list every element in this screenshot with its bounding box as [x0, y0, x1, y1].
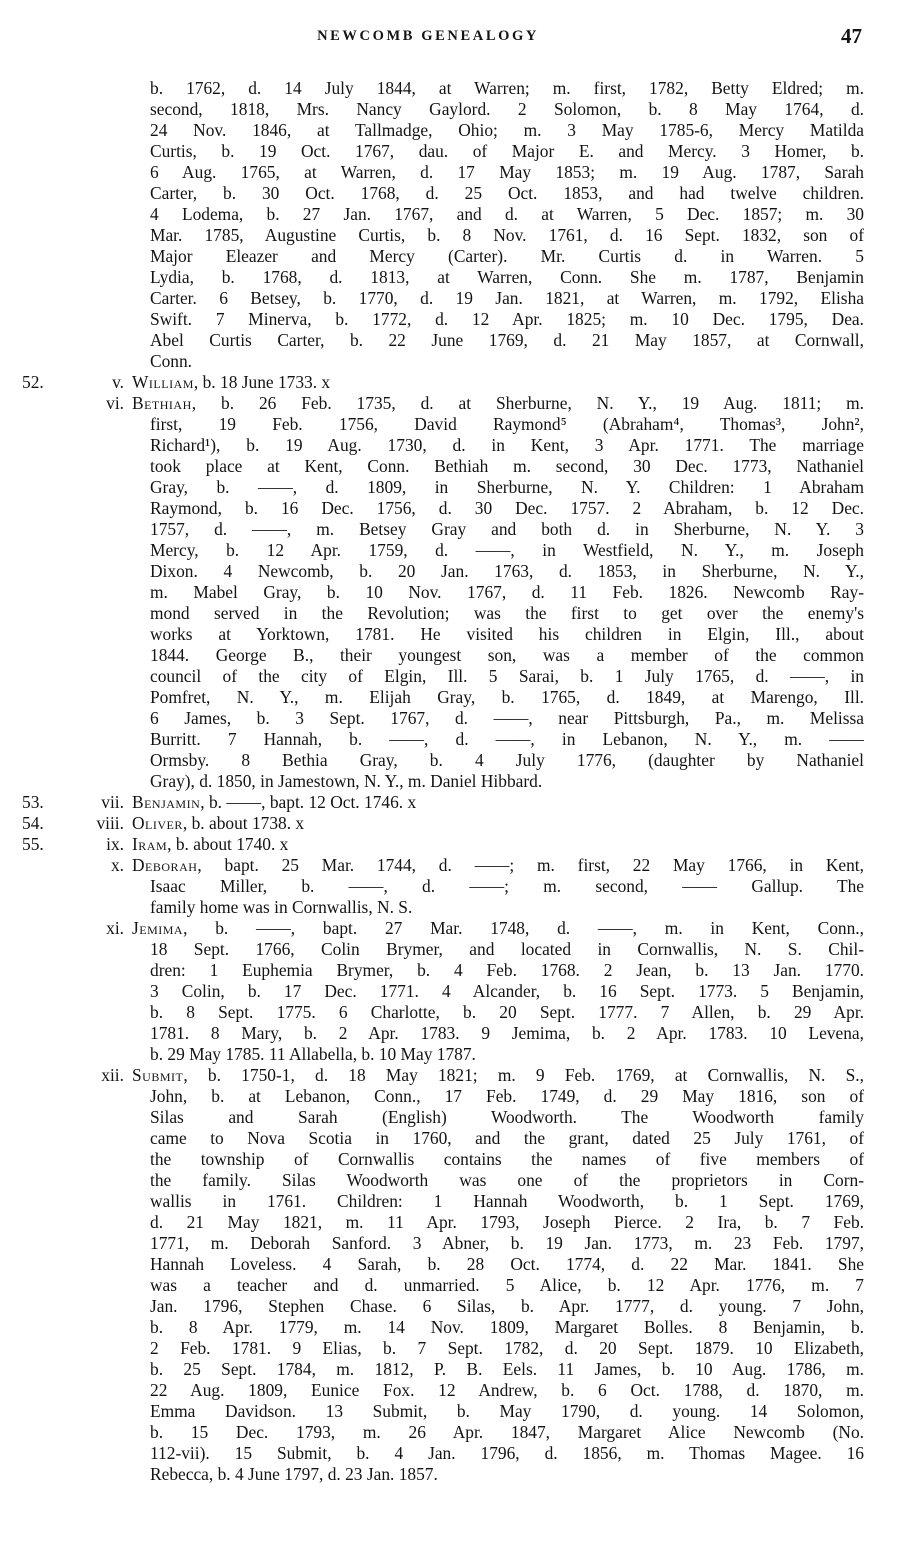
line-body: b. 8 Sept. 1775. 6 Charlotte, b. 20 Sept. 1777. 7 Allen, b. 29 Apr.: [150, 1002, 864, 1022]
text-line: [0, 1401, 916, 1422]
line-text: [150, 939, 864, 960]
line-text: [132, 393, 864, 414]
line-body: 3 Colin, b. 17 Dec. 1771. 4 Alcander, b. 16 Sept. 1773. 5 Benjamin,: [150, 981, 864, 1001]
person-name: Jemima: [132, 918, 184, 938]
line-text: [150, 645, 864, 666]
line-text: [150, 1023, 864, 1044]
text-line: [0, 1254, 916, 1275]
line-text: [150, 498, 864, 519]
line-body: Mar. 1785, Augustine Curtis, b. 8 Nov. 1761, d. 16 Sept. 1832, son of: [150, 225, 864, 245]
line-body: Burritt. 7 Hannah, b. ——, d. ——, in Lebanon, N. Y., m. ——: [150, 729, 864, 749]
text-line: [0, 1275, 916, 1296]
line-text: [150, 1233, 864, 1254]
line-body: Conn.: [150, 351, 193, 371]
line-body: Hannah Loveless. 4 Sarah, b. 28 Oct. 1774, d. 22 Mar. 1841. She: [150, 1254, 864, 1274]
line-body: Carter, b. 30 Oct. 1768, d. 25 Oct. 1853, and had twelve children.: [150, 183, 864, 203]
entry-number: 54.: [22, 813, 44, 833]
line-body: 4 Lodema, b. 27 Jan. 1767, and d. at Warren, 5 Dec. 1857; m. 30: [150, 204, 864, 224]
text-line: [0, 393, 916, 414]
line-text: [150, 1170, 864, 1191]
line-text: [132, 813, 864, 834]
person-name: Bethiah: [132, 393, 192, 413]
line-text: [150, 351, 864, 372]
text-line: [0, 78, 916, 99]
child-numeral: viii.: [96, 813, 124, 833]
text-line: [0, 981, 916, 1002]
line-body: Gray), d. 1850, in Jamestown, N. Y., m. Daniel Hibbard.: [150, 771, 543, 791]
text-line: [0, 708, 916, 729]
line-body: , bapt. 25 Mar. 1744, d. ——; m. first, 22 May 1766, in Kent,: [197, 855, 864, 875]
line-body: the township of Cornwallis contains the names of five members of: [150, 1149, 864, 1169]
text-line: [0, 582, 916, 603]
text-line: [0, 813, 916, 834]
line-body: 1757, d. ——, m. Betsey Gray and both d. in Sherburne, N. Y. 3: [150, 519, 864, 539]
line-body: first, 19 Feb. 1756, David Raymond⁵ (Abraham⁴, Thomas³, John²,: [150, 414, 864, 434]
text-line: [0, 918, 916, 939]
text-line: [0, 1191, 916, 1212]
line-body: b. 25 Sept. 1784, m. 1812, P. B. Eels. 11 James, b. 10 Aug. 1786, m.: [150, 1359, 864, 1379]
person-name: Deborah: [132, 855, 198, 875]
line-text: [150, 78, 864, 99]
text-line: [0, 1107, 916, 1128]
line-text: [150, 1191, 864, 1212]
line-body: was a teacher and d. unmarried. 5 Alice, b. 12 Apr. 1776, m. 7: [150, 1275, 864, 1295]
child-numeral: v.: [112, 372, 124, 392]
line-text: [150, 162, 864, 183]
text-line: [0, 1233, 916, 1254]
line-body: , b. 18 June 1733. x: [193, 372, 331, 392]
text-line: [0, 414, 916, 435]
text-line: [0, 1338, 916, 1359]
line-body: Jan. 1796, Stephen Chase. 6 Silas, b. Apr. 1777, d. young. 7 John,: [150, 1296, 864, 1316]
text-line: [0, 456, 916, 477]
text-line: [0, 477, 916, 498]
line-body: 24 Nov. 1846, at Tallmadge, Ohio; m. 3 May 1785-6, Mercy Matilda: [150, 120, 864, 140]
child-numeral: xii.: [101, 1065, 124, 1085]
line-body: 2 Feb. 1781. 9 Elias, b. 7 Sept. 1782, d. 20 Sept. 1879. 10 Elizabeth,: [150, 1338, 864, 1358]
text-line: [0, 855, 916, 876]
line-text: [150, 582, 864, 603]
line-text: [150, 876, 864, 897]
line-text: [150, 288, 864, 309]
line-body: Dixon. 4 Newcomb, b. 20 Jan. 1763, d. 1853, in Sherburne, N. Y.,: [150, 561, 864, 581]
person-name: Submit: [132, 1065, 184, 1085]
line-body: , b. ——, bapt. 27 Mar. 1748, d. ——, m. in Kent, Conn.,: [183, 918, 864, 938]
text-line: [0, 1086, 916, 1107]
line-text: [150, 1443, 864, 1464]
line-body: Emma Davidson. 13 Submit, b. May 1790, d. young. 14 Solomon,: [150, 1401, 864, 1421]
line-text: [150, 435, 864, 456]
text-line: [0, 561, 916, 582]
line-text: [150, 1359, 864, 1380]
line-body: dren: 1 Euphemia Brymer, b. 4 Feb. 1768. 2 Jean, b. 13 Jan. 1770.: [150, 960, 864, 980]
line-text: [150, 414, 864, 435]
entry-number: 53.: [22, 792, 44, 812]
line-text: [150, 708, 864, 729]
line-body: 22 Aug. 1809, Eunice Fox. 12 Andrew, b. 6 Oct. 1788, d. 1870, m.: [150, 1380, 864, 1400]
child-numeral: xi.: [106, 918, 124, 938]
text-line: [0, 729, 916, 750]
line-body: Gray, b. ——, d. 1809, in Sherburne, N. Y. Children: 1 Abraham: [150, 477, 864, 497]
line-body: 1844. George B., their youngest son, was a member of the common: [150, 645, 864, 665]
line-text: [150, 1128, 864, 1149]
child-numeral: vii.: [101, 792, 124, 812]
text-line: [0, 603, 916, 624]
line-text: [132, 834, 864, 855]
text-line: [0, 624, 916, 645]
line-text: [150, 687, 864, 708]
text-line: [0, 771, 916, 792]
text-line: [0, 687, 916, 708]
line-text: [150, 141, 864, 162]
text-line: [0, 540, 916, 561]
text-line: [0, 1422, 916, 1443]
text-line: [0, 939, 916, 960]
line-body: Abel Curtis Carter, b. 22 June 1769, d. 21 May 1857, at Cornwall,: [150, 330, 864, 350]
text-line: [0, 792, 916, 813]
text-line: [0, 372, 916, 393]
line-text: [150, 1296, 864, 1317]
line-text: [150, 771, 864, 792]
line-text: [132, 792, 864, 813]
entry-number: 55.: [22, 834, 44, 854]
child-numeral: x.: [110, 855, 124, 875]
text-line: [0, 162, 916, 183]
text-line: [0, 750, 916, 771]
text-line: [0, 1317, 916, 1338]
line-body: Pomfret, N. Y., m. Elijah Gray, b. 1765, d. 1849, at Marengo, Ill.: [150, 687, 864, 707]
line-text: [150, 330, 864, 351]
line-text: [150, 1380, 864, 1401]
text-line: [0, 1170, 916, 1191]
line-text: [150, 603, 864, 624]
text-line: [0, 498, 916, 519]
text-line: [0, 351, 916, 372]
line-body: Curtis, b. 19 Oct. 1767, dau. of Major E. and Mercy. 3 Homer, b.: [150, 141, 864, 161]
person-name: William: [132, 372, 194, 392]
line-text: [150, 519, 864, 540]
text-line: [0, 1149, 916, 1170]
line-body: , b. ——, bapt. 12 Oct. 1746. x: [200, 792, 417, 812]
entry-number: 52.: [22, 372, 44, 392]
line-body: wallis in 1761. Children: 1 Hannah Woodworth, b. 1 Sept. 1769,: [150, 1191, 864, 1211]
line-body: 112-vii). 15 Submit, b. 4 Jan. 1796, d. 1856, m. Thomas Magee. 16: [150, 1443, 864, 1463]
line-text: [150, 1212, 864, 1233]
line-text: [132, 1065, 864, 1086]
text-line: [0, 204, 916, 225]
text-line: [0, 960, 916, 981]
line-body: Swift. 7 Minerva, b. 1772, d. 12 Apr. 1825; m. 10 Dec. 1795, Dea.: [150, 309, 864, 329]
line-text: [150, 1107, 864, 1128]
line-body: d. 21 May 1821, m. 11 Apr. 1793, Joseph Pierce. 2 Ira, b. 7 Feb.: [150, 1212, 864, 1232]
child-numeral: vi.: [106, 393, 124, 413]
line-body: Lydia, b. 1768, d. 1813, at Warren, Conn. She m. 1787, Benjamin: [150, 267, 864, 287]
text-line: [0, 834, 916, 855]
line-text: [150, 204, 864, 225]
line-body: b. 15 Dec. 1793, m. 26 Apr. 1847, Margaret Alice Newcomb (No.: [150, 1422, 864, 1442]
line-body: Carter. 6 Betsey, b. 1770, d. 19 Jan. 1821, at Warren, m. 1792, Elisha: [150, 288, 864, 308]
person-name: Iram: [132, 834, 168, 854]
line-body: took place at Kent, Conn. Bethiah m. second, 30 Dec. 1773, Nathaniel: [150, 456, 864, 476]
line-body: Mercy, b. 12 Apr. 1759, d. ——, in Westfield, N. Y., m. Joseph: [150, 540, 864, 560]
line-text: [150, 99, 864, 120]
text-line: [0, 897, 916, 918]
text-line: [0, 519, 916, 540]
line-body: Major Eleazer and Mercy (Carter). Mr. Curtis d. in Warren. 5: [150, 246, 864, 266]
person-name: Oliver: [132, 813, 183, 833]
line-text: [150, 120, 864, 141]
line-text: [150, 750, 864, 771]
line-text: [150, 540, 864, 561]
text-line: [0, 645, 916, 666]
line-text: [150, 267, 864, 288]
line-body: Ormsby. 8 Bethia Gray, b. 4 July 1776, (daughter by Nathaniel: [150, 750, 864, 770]
line-text: [150, 1401, 864, 1422]
line-body: the family. Silas Woodworth was one of the proprietors in Corn-: [150, 1170, 864, 1190]
line-body: , b. 26 Feb. 1735, d. at Sherburne, N. Y., 19 Aug. 1811; m.: [191, 393, 864, 413]
line-body: 6 Aug. 1765, at Warren, d. 17 May 1853; m. 19 Aug. 1787, Sarah: [150, 162, 864, 182]
text-body: [0, 78, 916, 1485]
line-text: [150, 1464, 864, 1485]
line-body: b. 8 Apr. 1779, m. 14 Nov. 1809, Margaret Bolles. 8 Benjamin, b.: [150, 1317, 864, 1337]
line-text: [150, 960, 864, 981]
text-line: [0, 288, 916, 309]
line-text: [132, 855, 864, 876]
text-line: [0, 246, 916, 267]
page-header: [0, 24, 916, 50]
line-text: [150, 246, 864, 267]
text-line: [0, 1296, 916, 1317]
text-line: [0, 1212, 916, 1233]
line-text: [150, 666, 864, 687]
text-line: [0, 876, 916, 897]
text-line: [0, 267, 916, 288]
line-text: [150, 1149, 864, 1170]
line-text: [150, 561, 864, 582]
line-body: came to Nova Scotia in 1760, and the grant, dated 25 July 1761, of: [150, 1128, 864, 1148]
line-body: , b. about 1740. x: [167, 834, 289, 854]
text-line: [0, 1023, 916, 1044]
line-body: John, b. at Lebanon, Conn., 17 Feb. 1749, d. 29 May 1816, son of: [150, 1086, 864, 1106]
line-body: b. 29 May 1785. 11 Allabella, b. 10 May 1787.: [150, 1044, 476, 1064]
line-text: [150, 456, 864, 477]
text-line: [0, 1065, 916, 1086]
line-text: [150, 981, 864, 1002]
running-head: NEWCOMB GENEALOGY: [317, 28, 539, 44]
text-line: [0, 1443, 916, 1464]
text-line: [0, 1044, 916, 1065]
text-line: [0, 183, 916, 204]
text-line: [0, 1464, 916, 1485]
line-text: [150, 897, 864, 918]
line-text: [150, 1422, 864, 1443]
line-text: [150, 1044, 864, 1065]
line-body: Rebecca, b. 4 June 1797, d. 23 Jan. 1857.: [150, 1464, 438, 1484]
line-text: [150, 477, 864, 498]
line-text: [150, 1338, 864, 1359]
line-body: m. Mabel Gray, b. 10 Nov. 1767, d. 11 Feb. 1826. Newcomb Ray-: [150, 582, 864, 602]
line-body: Raymond, b. 16 Dec. 1756, d. 30 Dec. 1757. 2 Abraham, b. 12 Dec.: [150, 498, 864, 518]
text-line: [0, 99, 916, 120]
line-body: 6 James, b. 3 Sept. 1767, d. ——, near Pittsburgh, Pa., m. Melissa: [150, 708, 864, 728]
text-line: [0, 1002, 916, 1023]
text-line: [0, 666, 916, 687]
line-body: , b. 1750-1, d. 18 May 1821; m. 9 Feb. 1769, at Cornwallis, N. S.,: [183, 1065, 864, 1085]
line-text: [150, 309, 864, 330]
line-text: [150, 183, 864, 204]
line-body: Isaac Miller, b. ——, d. ——; m. second, —— Gallup. The: [150, 876, 864, 896]
text-line: [0, 435, 916, 456]
text-line: [0, 1128, 916, 1149]
line-body: 18 Sept. 1766, Colin Brymer, and located in Cornwallis, N. S. Chil-: [150, 939, 864, 959]
page-number: 47: [841, 24, 862, 48]
line-body: 1771, m. Deborah Sanford. 3 Abner, b. 19 Jan. 1773, m. 23 Feb. 1797,: [150, 1233, 864, 1253]
line-body: b. 1762, d. 14 July 1844, at Warren; m. first, 1782, Betty Eldred; m.: [150, 78, 864, 98]
line-text: [150, 1254, 864, 1275]
line-text: [150, 1317, 864, 1338]
line-text: [132, 372, 864, 393]
line-body: second, 1818, Mrs. Nancy Gaylord. 2 Solomon, b. 8 May 1764, d.: [150, 99, 864, 119]
text-line: [0, 309, 916, 330]
text-line: [0, 141, 916, 162]
line-body: family home was in Cornwallis, N. S.: [150, 897, 413, 917]
line-text: [150, 1002, 864, 1023]
line-text: [150, 1275, 864, 1296]
text-line: [0, 330, 916, 351]
line-body: council of the city of Elgin, Ill. 5 Sarai, b. 1 July 1765, d. ——, in: [150, 666, 864, 686]
line-body: Richard¹), b. 19 Aug. 1730, d. in Kent, 3 Apr. 1771. The marriage: [150, 435, 864, 455]
line-body: , b. about 1738. x: [182, 813, 305, 833]
person-name: Benjamin: [132, 792, 201, 812]
line-body: Silas and Sarah (English) Woodworth. The Woodworth family: [150, 1107, 864, 1127]
line-text: [150, 729, 864, 750]
line-body: works at Yorktown, 1781. He visited his children in Elgin, Ill., about: [150, 624, 864, 644]
child-numeral: ix.: [106, 834, 124, 854]
text-line: [0, 1359, 916, 1380]
text-line: [0, 120, 916, 141]
text-line: [0, 225, 916, 246]
line-text: [150, 624, 864, 645]
line-text: [132, 918, 864, 939]
line-body: 1781. 8 Mary, b. 2 Apr. 1783. 9 Jemima, b. 2 Apr. 1783. 10 Levena,: [150, 1023, 864, 1043]
line-text: [150, 1086, 864, 1107]
line-body: mond served in the Revolution; was the first to get over the enemy's: [150, 603, 864, 623]
text-line: [0, 1380, 916, 1401]
line-text: [150, 225, 864, 246]
